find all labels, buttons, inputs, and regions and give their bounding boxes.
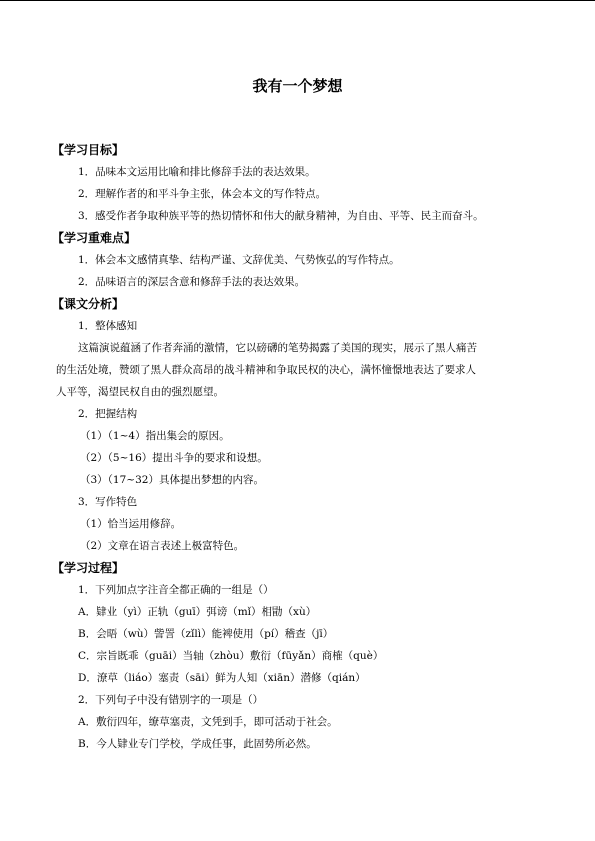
question-1: 1．下列加点字注音全都正确的一组是（） xyxy=(78,584,274,596)
question-1-option-c: C．宗旨既乖（guāi）当轴（zhòu）敷衍（fūyǎn）商榷（què） xyxy=(78,650,384,662)
feature-line-2: （2）文章在语言表述上极富特色。 xyxy=(80,540,245,552)
goal-item-1: 1．品味本文运用比喻和排比修辞手法的表达效果。 xyxy=(78,166,316,178)
keypoint-item-1: 1．体会本文感情真挚、结构严谨、文辞优美、气势恢弘的写作特点。 xyxy=(78,254,400,266)
analysis-paragraph-line-1: 这篇演说蕴涵了作者奔涌的激情，它以磅礴的笔势揭露了美国的现实，展示了黑人痛苦 xyxy=(78,342,477,354)
goal-item-2: 2．理解作者的和平斗争主张，体会本文的写作特点。 xyxy=(78,188,327,200)
section-heading-keypoints: 【学习重难点】 xyxy=(52,231,137,245)
section-heading-process: 【学习过程】 xyxy=(52,561,125,575)
question-2: 2．下列句子中没有错别字的一项是（） xyxy=(78,694,264,706)
analysis-paragraph-line-3: 人平等，渴望民权自由的强烈愿望。 xyxy=(56,386,224,398)
analysis-item-1: 1．整体感知 xyxy=(78,320,138,332)
page-title: 我有一个梦想 xyxy=(252,77,343,95)
analysis-item-2: 2．把握结构 xyxy=(78,408,138,420)
question-2-option-a: A．敷衍四年，缭草塞责，文凭到手，即可活动于社会。 xyxy=(78,716,338,728)
structure-line-2: （2）（5~16）提出斗争的要求和设想。 xyxy=(80,452,268,464)
structure-line-3: （3）（17~32）具体提出梦想的内容。 xyxy=(80,474,264,486)
section-heading-analysis: 【课文分析】 xyxy=(52,297,125,311)
question-1-option-b: B．会晤（wù）訾詈（zǐlì）能裨使用（pí）稽查（jī） xyxy=(78,628,334,640)
structure-line-1: （1）（1~4）指出集会的原因。 xyxy=(80,430,230,442)
feature-line-1: （1）恰当运用修辞。 xyxy=(80,518,182,530)
goal-item-3: 3．感受作者争取种族平等的热切情怀和伟大的献身精神，为自由、平等、民主而奋斗。 xyxy=(78,210,484,222)
keypoint-item-2: 2．品味语言的深层含意和修辞手法的表达效果。 xyxy=(78,276,306,288)
question-1-option-a: A．肄业（yì）正轨（guī）弭谤（mǐ）相勖（xù） xyxy=(78,606,317,618)
analysis-paragraph-line-2: 的生活处境，赞颂了黑人群众高昂的战斗精神和争取民权的决心，满怀憧憬地表达了要求人 xyxy=(56,364,476,376)
section-heading-goals: 【学习目标】 xyxy=(52,143,125,157)
page-top-border xyxy=(0,0,595,1)
question-2-option-b: B．今人肄业专门学校，学成任事，此固势所必然。 xyxy=(78,738,317,750)
question-1-option-d: D．潦草（liáo）塞责（sāi）鲜为人知（xiān）潜修（qián） xyxy=(78,672,366,684)
analysis-item-3: 3．写作特色 xyxy=(78,496,138,508)
